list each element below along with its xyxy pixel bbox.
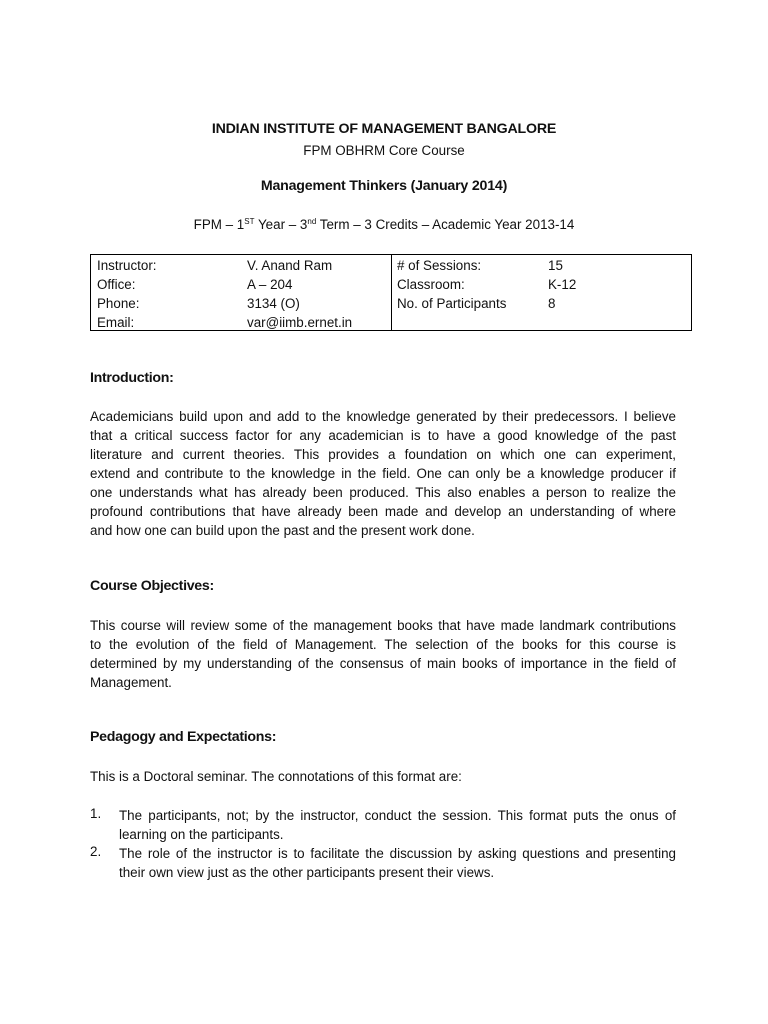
paragraph-line: Management. [90,675,172,690]
phone-label: Phone: [97,296,140,311]
sessions-label: # of Sessions: [397,258,482,273]
pedagogy-heading: Pedagogy and Expectations: [90,729,277,745]
paragraph-line: profound contributions that have already been made and develop an understanding of where [90,504,676,519]
participants-label: No. of Participants [397,296,507,311]
list-item-line: The participants, not; by the instructor, conduct the session. This format puts the onus of [119,808,676,823]
meta-sup-2: nd [307,217,317,226]
office-label: Office: [97,277,136,292]
paragraph-line: extend and contribute to the knowledge in the field. One can only be a knowledge producer if [90,466,676,481]
paragraph-line: to the evolution of the field of Management. The selection of the books for this course is [90,637,676,652]
list-item-number: 2. [90,844,102,859]
meta-sup-1: ST [244,217,255,226]
instructor-label: Instructor: [97,258,157,273]
paragraph-line: Academicians build upon and add to the knowledge generated by their predecessors. I believe [90,409,676,424]
list-item [119,806,676,844]
meta-part-2: Year – 3 [254,217,308,232]
instructor-value: V. Anand Ram [247,258,333,273]
classroom-label: Classroom: [397,277,465,292]
course-title: Management Thinkers (January 2014) [260,178,508,194]
email-value[interactable]: var@iimb.ernet.in [247,315,353,330]
course-line: FPM OBHRM Core Course [303,143,465,158]
paragraph-line: This course will review some of the management books that have made landmark contributions [90,618,676,633]
paragraph-line: and how one can build upon the past and the present work done. [90,523,475,538]
institution-name: INDIAN INSTITUTE OF MANAGEMENT BANGALORE [211,121,557,137]
paragraph-line: one understands what has already been produced. This also enables a person to realize the [90,485,676,500]
course-meta [0,217,768,232]
classroom-value: K-12 [548,277,577,292]
introduction-paragraph [90,407,676,540]
paragraph-line: literature and current theories. This provides a foundation on which one can experiment, [90,447,676,462]
paragraph-line: This is a Doctoral seminar. The connotations of this format are: [90,769,462,784]
sessions-value: 15 [548,258,563,273]
meta-part-3: Term – 3 Credits – Academic Year 2013-14 [316,217,575,232]
phone-value: 3134 (O) [247,296,300,311]
list-item [119,844,676,882]
office-value: A – 204 [247,277,293,292]
pedagogy-intro [90,767,676,786]
meta-part-1: FPM – 1 [193,217,245,232]
course-info-table [90,254,692,331]
paragraph-line: determined by my understanding of the consensus of main books of importance in the field of [90,656,676,671]
list-item-line: learning on the participants. [119,827,284,842]
list-item-line: their own view just as the other participants present their views. [119,865,495,880]
table-divider [391,255,392,330]
email-label: Email: [97,315,135,330]
introduction-heading: Introduction: [90,370,174,386]
participants-value: 8 [548,296,556,311]
list-item-number: 1. [90,806,102,821]
objectives-paragraph [90,616,676,692]
paragraph-line: that a critical success factor for any academician is to have a good knowledge of the past [90,428,676,443]
list-item-line: The role of the instructor is to facilitate the discussion by asking questions and presenting [119,846,676,861]
objectives-heading: Course Objectives: [90,578,214,594]
